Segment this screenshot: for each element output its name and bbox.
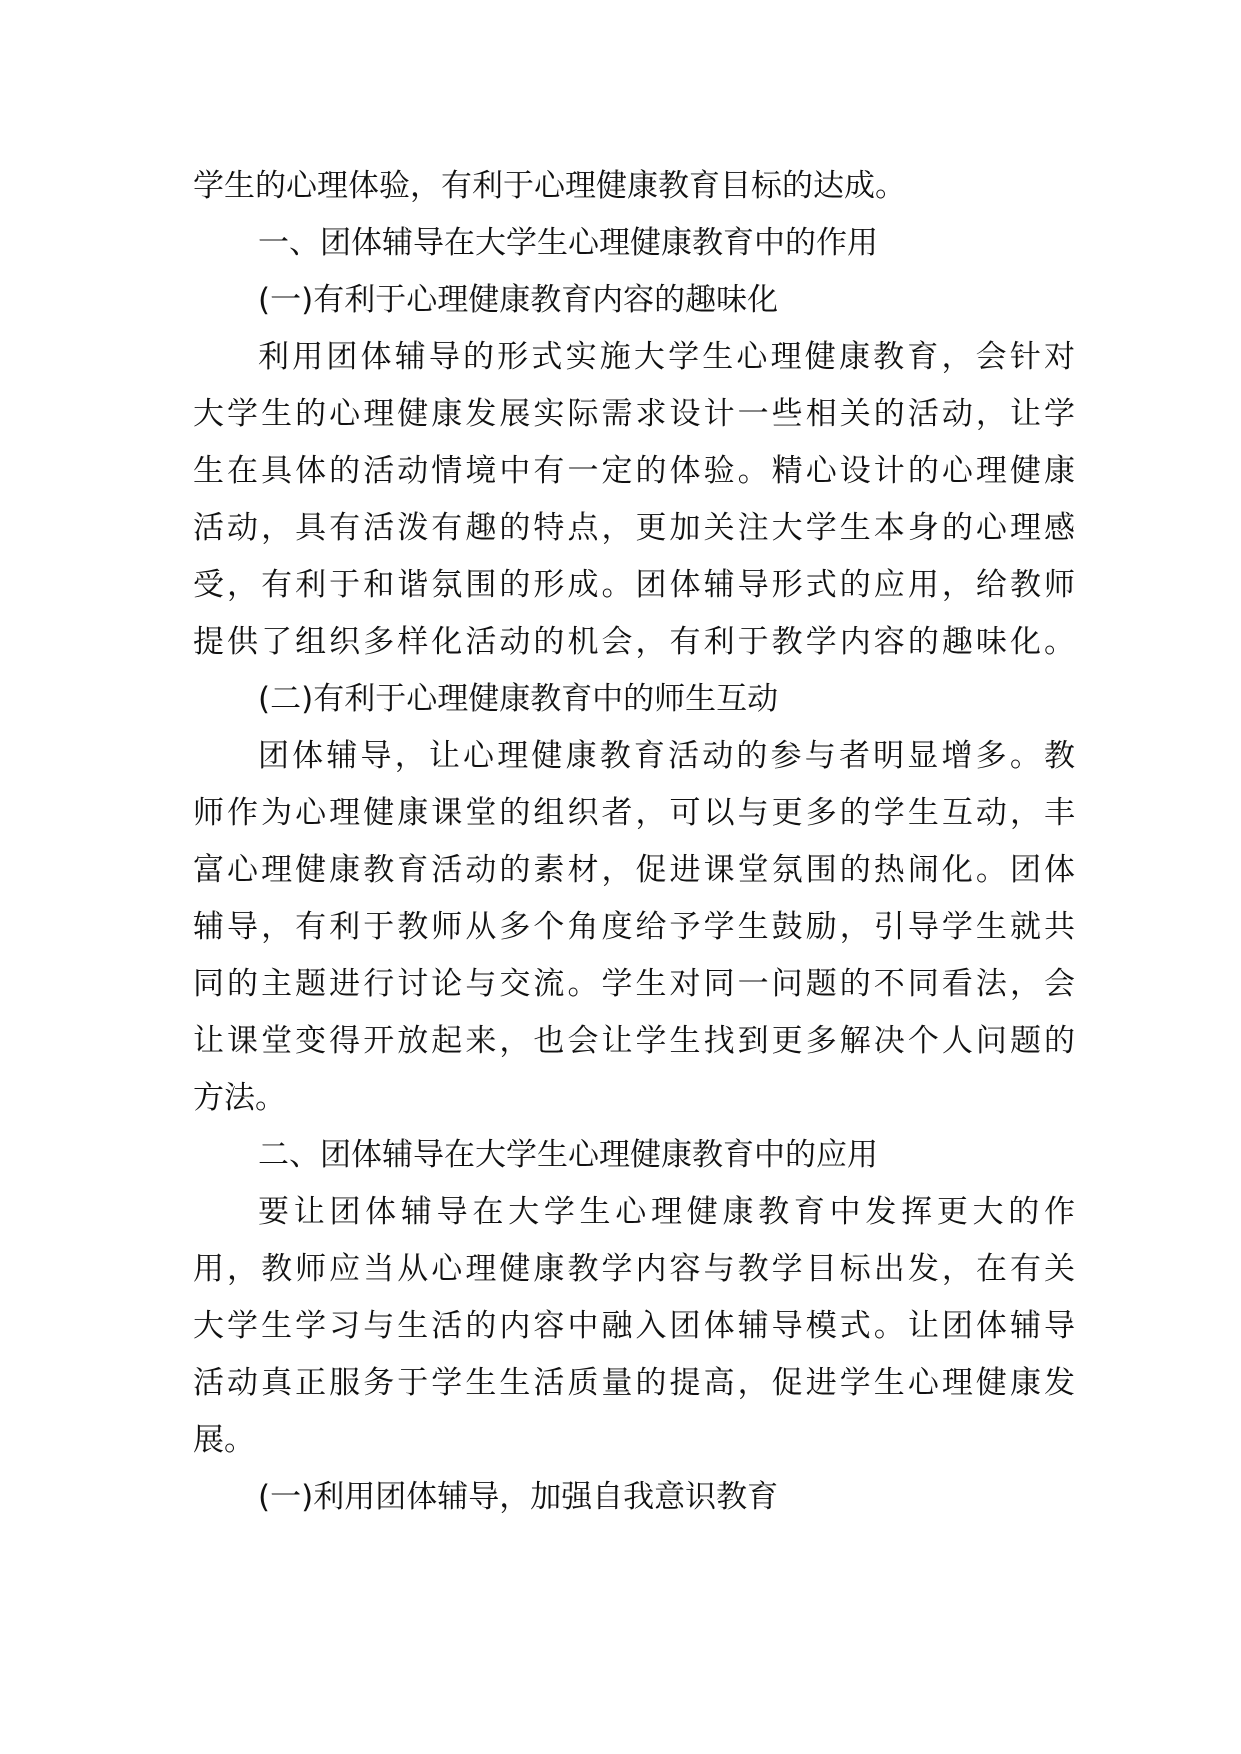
text-line: 提供了组织多样化活动的机会，有利于教学内容的趣味化。 <box>193 624 1075 660</box>
text-line: 活动，具有活泼有趣的特点，更加关注大学生本身的心理感 <box>193 510 1075 546</box>
text-line: 辅导，有利于教师从多个角度给予学生鼓励，引导学生就共 <box>193 909 1075 945</box>
subsection-heading: (一)利用团体辅导，加强自我意识教育 <box>258 1479 779 1515</box>
section-heading: 一、团体辅导在大学生心理健康教育中的作用 <box>258 225 878 261</box>
text-line: 同的主题进行讨论与交流。学生对同一问题的不同看法，会 <box>193 966 1075 1002</box>
text-line: 用，教师应当从心理健康教学内容与教学目标出发，在有关 <box>193 1251 1075 1287</box>
text-line: 方法。 <box>193 1080 286 1116</box>
text-line: 师作为心理健康课堂的组织者，可以与更多的学生互动，丰 <box>193 795 1075 831</box>
text-line: 展。 <box>193 1422 255 1458</box>
text-line: 受，有利于和谐氛围的形成。团体辅导形式的应用，给教师 <box>193 567 1075 603</box>
subsection-heading: (二)有利于心理健康教育中的师生互动 <box>258 681 779 717</box>
text-line: 学生的心理体验，有利于心理健康教育目标的达成。 <box>193 168 906 204</box>
text-line: 要让团体辅导在大学生心理健康教育中发挥更大的作 <box>258 1194 1075 1230</box>
text-line: 生在具体的活动情境中有一定的体验。精心设计的心理健康 <box>193 453 1075 489</box>
text-line: 团体辅导，让心理健康教育活动的参与者明显增多。教 <box>258 738 1075 774</box>
text-line: 让课堂变得开放起来，也会让学生找到更多解决个人问题的 <box>193 1023 1075 1059</box>
text-line: 大学生的心理健康发展实际需求设计一些相关的活动，让学 <box>193 396 1075 432</box>
section-heading: 二、团体辅导在大学生心理健康教育中的应用 <box>258 1137 878 1173</box>
text-line: 富心理健康教育活动的素材，促进课堂氛围的热闹化。团体 <box>193 852 1075 888</box>
subsection-heading: (一)有利于心理健康教育内容的趣味化 <box>258 282 779 318</box>
text-line: 利用团体辅导的形式实施大学生心理健康教育，会针对 <box>258 339 1075 375</box>
text-line: 活动真正服务于学生生活质量的提高，促进学生心理健康发 <box>193 1365 1075 1401</box>
text-line: 大学生学习与生活的内容中融入团体辅导模式。让团体辅导 <box>193 1308 1075 1344</box>
